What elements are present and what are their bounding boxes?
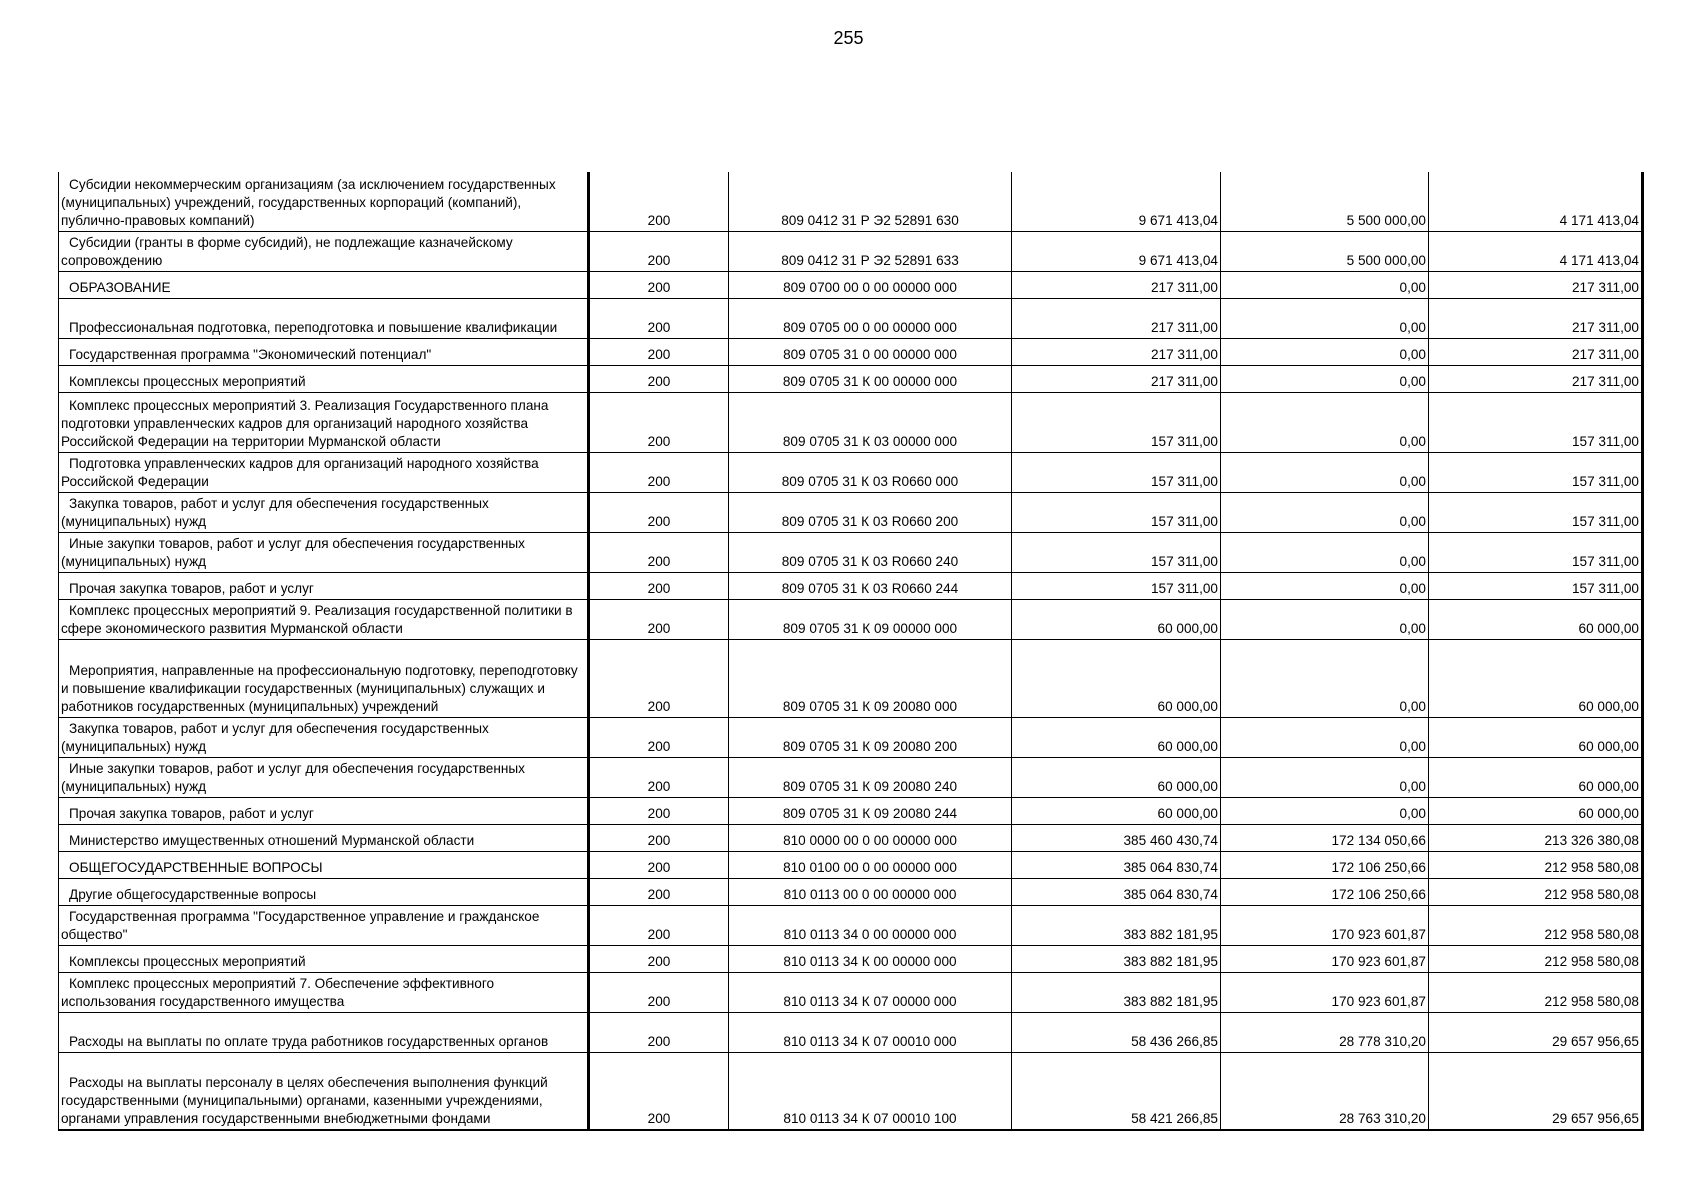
row-kbk: 810 0113 34 К 07 00010 100 [729, 1052, 1012, 1130]
row-value-3: 157 311,00 [1429, 452, 1643, 492]
row-value-2: 0,00 [1221, 338, 1429, 365]
row-value-2: 0,00 [1221, 271, 1429, 298]
row-value-1: 383 882 181,95 [1012, 945, 1221, 972]
row-kbk: 809 0412 31 Р Э2 52891 633 [729, 231, 1012, 271]
row-value-1: 157 311,00 [1012, 392, 1221, 452]
row-code: 200 [589, 1052, 729, 1130]
row-kbk: 809 0705 31 К 09 20080 240 [729, 757, 1012, 797]
row-code: 200 [589, 172, 729, 231]
row-name: Расходы на выплаты по оплате труда работников государственных органов [59, 1012, 589, 1052]
row-code: 200 [589, 271, 729, 298]
row-kbk: 810 0113 34 0 00 00000 000 [729, 905, 1012, 945]
row-value-3: 157 311,00 [1429, 492, 1643, 532]
row-kbk: 809 0705 31 К 09 20080 244 [729, 797, 1012, 824]
row-value-3: 60 000,00 [1429, 717, 1643, 757]
row-value-2: 0,00 [1221, 452, 1429, 492]
row-value-2: 172 134 050,66 [1221, 824, 1429, 851]
row-name: Государственная программа "Государственное управление и гражданское общество" [59, 905, 589, 945]
row-value-3: 29 657 956,65 [1429, 1052, 1643, 1130]
row-value-3: 212 958 580,08 [1429, 972, 1643, 1012]
row-value-1: 157 311,00 [1012, 492, 1221, 532]
table-row [59, 851, 1643, 878]
row-kbk: 810 0000 00 0 00 00000 000 [729, 824, 1012, 851]
row-value-3: 217 311,00 [1429, 271, 1643, 298]
row-code: 200 [589, 797, 729, 824]
row-value-2: 170 923 601,87 [1221, 945, 1429, 972]
row-value-2: 170 923 601,87 [1221, 972, 1429, 1012]
row-value-3: 157 311,00 [1429, 572, 1643, 599]
row-value-3: 4 171 413,04 [1429, 172, 1643, 231]
row-value-2: 0,00 [1221, 392, 1429, 452]
row-value-1: 60 000,00 [1012, 639, 1221, 717]
row-value-3: 60 000,00 [1429, 639, 1643, 717]
row-kbk: 810 0113 34 К 07 00010 000 [729, 1012, 1012, 1052]
row-kbk: 810 0113 00 0 00 00000 000 [729, 878, 1012, 905]
row-kbk: 809 0705 31 К 00 00000 000 [729, 365, 1012, 392]
table-row [59, 231, 1643, 271]
budget-table [58, 172, 1644, 1131]
row-code: 200 [589, 972, 729, 1012]
table-row [59, 972, 1643, 1012]
row-value-2: 5 500 000,00 [1221, 231, 1429, 271]
table-row [59, 797, 1643, 824]
row-value-3: 212 958 580,08 [1429, 878, 1643, 905]
row-value-2: 0,00 [1221, 572, 1429, 599]
row-value-1: 385 064 830,74 [1012, 851, 1221, 878]
row-name: Профессиональная подготовка, переподготовка и повышение квалификации [59, 298, 589, 338]
row-name: Комплекс процессных мероприятий 3. Реализация Государственного плана подготовки управленческих кадров для организаций народного хозяйства Российской Федерации на территории Мурманской области [59, 392, 589, 452]
row-name: Мероприятия, направленные на профессиональную подготовку, переподготовку и повышение квалификации государственных (муниципальных) служащих и работников государственных (муниципальных) учреждений [59, 639, 589, 717]
table-row [59, 532, 1643, 572]
row-value-3: 157 311,00 [1429, 532, 1643, 572]
row-value-2: 0,00 [1221, 492, 1429, 532]
table-row [59, 298, 1643, 338]
row-value-1: 9 671 413,04 [1012, 231, 1221, 271]
table-row [59, 824, 1643, 851]
table-row [59, 757, 1643, 797]
table-row [59, 905, 1643, 945]
row-kbk: 810 0113 34 К 07 00000 000 [729, 972, 1012, 1012]
row-value-3: 212 958 580,08 [1429, 905, 1643, 945]
row-code: 200 [589, 851, 729, 878]
row-name: Закупка товаров, работ и услуг для обеспечения государственных (муниципальных) нужд [59, 717, 589, 757]
row-name: Субсидии некоммерческим организациям (за исключением государственных (муниципальных) учреждений, государственных корпораций (компаний), публично-правовых компаний) [59, 172, 589, 231]
row-code: 200 [589, 452, 729, 492]
row-code: 200 [589, 298, 729, 338]
row-kbk: 809 0705 31 К 09 20080 000 [729, 639, 1012, 717]
table-row [59, 492, 1643, 532]
row-code: 200 [589, 717, 729, 757]
row-code: 200 [589, 572, 729, 599]
table-row [59, 338, 1643, 365]
row-name: Комплексы процессных мероприятий [59, 945, 589, 972]
row-value-2: 28 763 310,20 [1221, 1052, 1429, 1130]
row-value-1: 217 311,00 [1012, 338, 1221, 365]
row-kbk: 809 0705 31 К 03 R0660 000 [729, 452, 1012, 492]
row-value-2: 28 778 310,20 [1221, 1012, 1429, 1052]
table-row [59, 271, 1643, 298]
table-row [59, 1012, 1643, 1052]
row-code: 200 [589, 532, 729, 572]
row-value-1: 217 311,00 [1012, 298, 1221, 338]
row-kbk: 809 0700 00 0 00 00000 000 [729, 271, 1012, 298]
table-row [59, 392, 1643, 452]
row-kbk: 809 0705 31 К 03 R0660 244 [729, 572, 1012, 599]
row-value-2: 5 500 000,00 [1221, 172, 1429, 231]
row-value-2: 0,00 [1221, 757, 1429, 797]
row-value-2: 0,00 [1221, 298, 1429, 338]
row-value-3: 217 311,00 [1429, 298, 1643, 338]
row-name: Другие общегосударственные вопросы [59, 878, 589, 905]
row-value-2: 0,00 [1221, 365, 1429, 392]
page-number: 255 [833, 28, 864, 48]
row-code: 200 [589, 365, 729, 392]
row-value-3: 217 311,00 [1429, 338, 1643, 365]
row-value-3: 4 171 413,04 [1429, 231, 1643, 271]
row-value-2: 0,00 [1221, 599, 1429, 639]
row-value-1: 60 000,00 [1012, 757, 1221, 797]
row-value-3: 60 000,00 [1429, 757, 1643, 797]
row-kbk: 809 0705 31 К 09 00000 000 [729, 599, 1012, 639]
row-value-1: 383 882 181,95 [1012, 905, 1221, 945]
row-code: 200 [589, 945, 729, 972]
row-kbk: 810 0100 00 0 00 00000 000 [729, 851, 1012, 878]
table-row [59, 1052, 1643, 1130]
row-value-3: 217 311,00 [1429, 365, 1643, 392]
table-row [59, 878, 1643, 905]
row-value-2: 0,00 [1221, 532, 1429, 572]
row-name: Государственная программа "Экономический потенциал" [59, 338, 589, 365]
row-value-2: 0,00 [1221, 717, 1429, 757]
row-value-2: 0,00 [1221, 797, 1429, 824]
table-row [59, 452, 1643, 492]
row-code: 200 [589, 599, 729, 639]
row-kbk: 809 0705 31 К 03 R0660 240 [729, 532, 1012, 572]
row-name: Иные закупки товаров, работ и услуг для обеспечения государственных (муниципальных) нужд [59, 757, 589, 797]
row-code: 200 [589, 492, 729, 532]
row-kbk: 810 0113 34 К 00 00000 000 [729, 945, 1012, 972]
row-name: ОБРАЗОВАНИЕ [59, 271, 589, 298]
row-value-1: 383 882 181,95 [1012, 972, 1221, 1012]
row-value-1: 60 000,00 [1012, 599, 1221, 639]
table-row [59, 572, 1643, 599]
row-value-3: 212 958 580,08 [1429, 851, 1643, 878]
row-code: 200 [589, 338, 729, 365]
row-kbk: 809 0705 31 К 03 R0660 200 [729, 492, 1012, 532]
budget-table-body [59, 172, 1643, 1130]
table-row [59, 717, 1643, 757]
row-value-1: 385 064 830,74 [1012, 878, 1221, 905]
row-name: Прочая закупка товаров, работ и услуг [59, 572, 589, 599]
row-value-1: 217 311,00 [1012, 365, 1221, 392]
row-value-1: 157 311,00 [1012, 532, 1221, 572]
row-value-3: 29 657 956,65 [1429, 1012, 1643, 1052]
row-code: 200 [589, 231, 729, 271]
row-name: Иные закупки товаров, работ и услуг для обеспечения государственных (муниципальных) нужд [59, 532, 589, 572]
row-name: Субсидии (гранты в форме субсидий), не подлежащие казначейскому сопровождению [59, 231, 589, 271]
row-value-2: 0,00 [1221, 639, 1429, 717]
row-value-3: 213 326 380,08 [1429, 824, 1643, 851]
row-code: 200 [589, 824, 729, 851]
row-kbk: 809 0412 31 Р Э2 52891 630 [729, 172, 1012, 231]
row-kbk: 809 0705 31 0 00 00000 000 [729, 338, 1012, 365]
row-value-1: 157 311,00 [1012, 572, 1221, 599]
table-row [59, 639, 1643, 717]
row-code: 200 [589, 392, 729, 452]
row-name: Подготовка управленческих кадров для организаций народного хозяйства Российской Федерации [59, 452, 589, 492]
row-value-2: 172 106 250,66 [1221, 851, 1429, 878]
row-value-3: 212 958 580,08 [1429, 945, 1643, 972]
row-kbk: 809 0705 31 К 03 00000 000 [729, 392, 1012, 452]
row-name: Комплексы процессных мероприятий [59, 365, 589, 392]
row-name: Комплекс процессных мероприятий 7. Обеспечение эффективного использования государственного имущества [59, 972, 589, 1012]
row-name: Прочая закупка товаров, работ и услуг [59, 797, 589, 824]
row-name: ОБЩЕГОСУДАРСТВЕННЫЕ ВОПРОСЫ [59, 851, 589, 878]
row-name: Министерство имущественных отношений Мурманской области [59, 824, 589, 851]
row-value-3: 157 311,00 [1429, 392, 1643, 452]
row-code: 200 [589, 1012, 729, 1052]
row-code: 200 [589, 905, 729, 945]
row-value-1: 60 000,00 [1012, 797, 1221, 824]
table-row [59, 365, 1643, 392]
row-value-3: 60 000,00 [1429, 599, 1643, 639]
row-name: Закупка товаров, работ и услуг для обеспечения государственных (муниципальных) нужд [59, 492, 589, 532]
row-value-1: 385 460 430,74 [1012, 824, 1221, 851]
row-code: 200 [589, 639, 729, 717]
row-value-2: 170 923 601,87 [1221, 905, 1429, 945]
row-value-2: 172 106 250,66 [1221, 878, 1429, 905]
row-code: 200 [589, 878, 729, 905]
row-value-1: 9 671 413,04 [1012, 172, 1221, 231]
table-row [59, 599, 1643, 639]
row-value-3: 60 000,00 [1429, 797, 1643, 824]
table-row [59, 172, 1643, 231]
row-value-1: 58 421 266,85 [1012, 1052, 1221, 1130]
row-value-1: 157 311,00 [1012, 452, 1221, 492]
table-row [59, 945, 1643, 972]
row-kbk: 809 0705 31 К 09 20080 200 [729, 717, 1012, 757]
row-code: 200 [589, 757, 729, 797]
row-value-1: 60 000,00 [1012, 717, 1221, 757]
row-name: Комплекс процессных мероприятий 9. Реализация государственной политики в сфере экономического развития Мурманской области [59, 599, 589, 639]
row-value-1: 217 311,00 [1012, 271, 1221, 298]
row-kbk: 809 0705 00 0 00 00000 000 [729, 298, 1012, 338]
row-value-1: 58 436 266,85 [1012, 1012, 1221, 1052]
row-name: Расходы на выплаты персоналу в целях обеспечения выполнения функций государственными (муниципальными) органами, казенными учреждениями, органами управления государственными внебюджетными фондами [59, 1052, 589, 1130]
